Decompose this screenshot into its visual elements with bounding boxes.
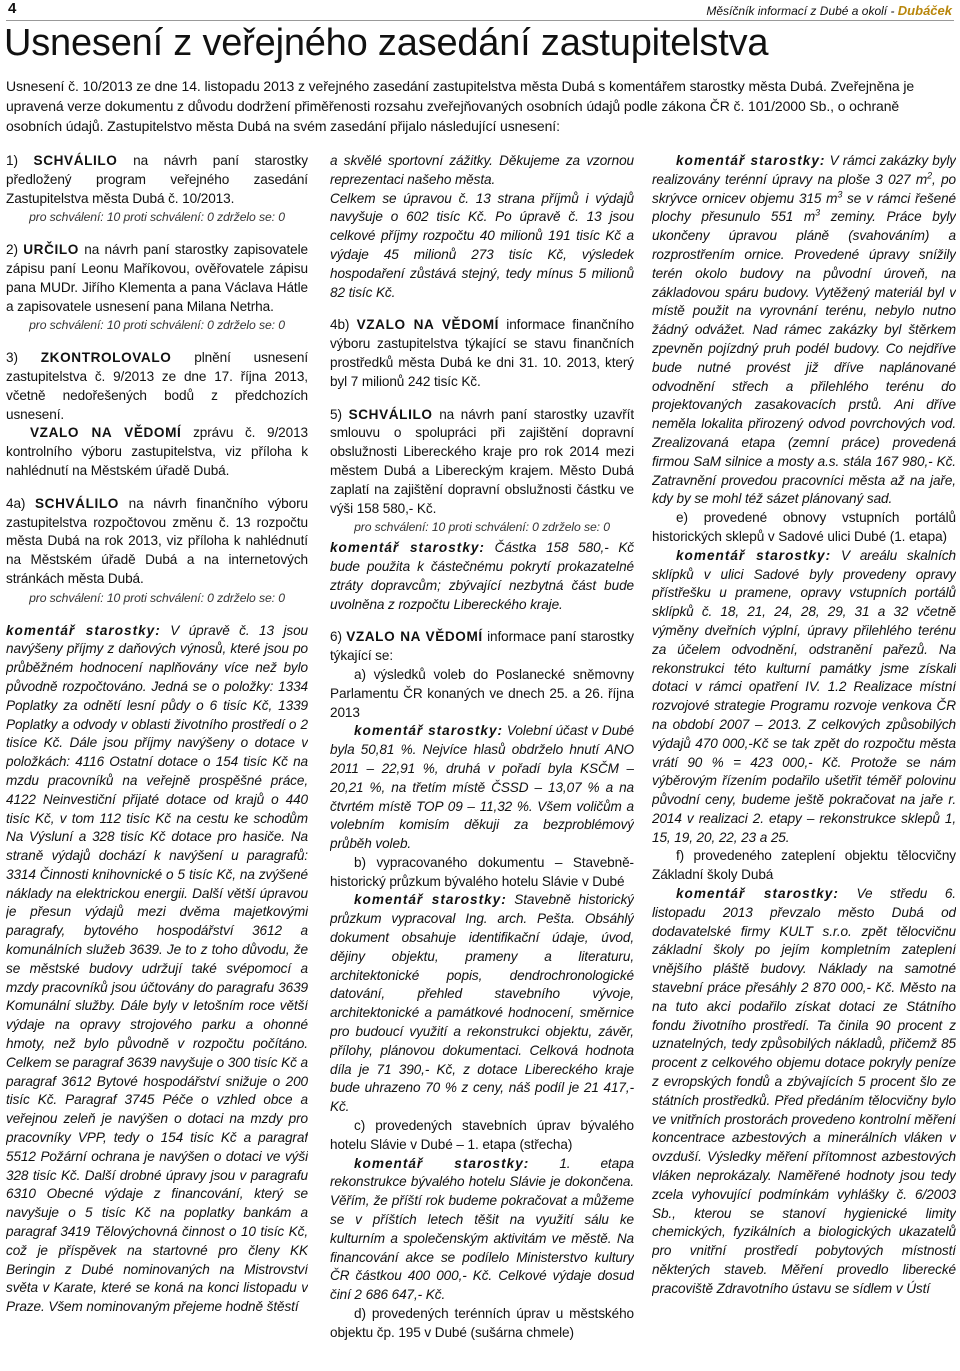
page-header xyxy=(6,0,954,21)
mayor-comment-6e: komentář starostky: V areálu skalních sklípků v ulici Sadové byly provedeny opravy přístřešku u pramene, opravy vstupních portálů sklípků č. 18, 21, 24, 28, 29, 31 a 32 včetně výměny dveřních výplní, úpravy přilehlého terénu za účelem odvodnění, odstranění pařezů. Na rekonstrukci této kulturní památky jsme získali dotaci v rámci opatření IV. 1.2 Realizace místní rozvojové strategie Programu rozvoje venkova ČR na období 2007 – 2013. Z celkových způsobilých výdajů 470 000,-Kč se tak zpět do rozpočtu města vrátí 90 % = 423 000,- Kč. Protože se nám výběrovým řízením podařilo ušetřit téměř polovinu původní ceny, budeme ještě pokračovat na jaře r. 2014 v realizaci 2. etapy – rekonstrukce sklepů 1, 15, 19, 20, 22, 23 a 25. xyxy=(652,547,956,845)
resolution-item-4a: 4a) SCHVÁLILO na návrh finančního výboru zastupitelstva rozpočtovou změnu č. 13 rozpočtu města Dubá na rok 2013, viz příloha k nahlédnutí na Městském úřadě Dubá a na internetových stránkách města Dubá. xyxy=(6,495,308,586)
article-title: Usnesení z veřejného zasedání zastupitelstva xyxy=(4,22,769,64)
resolution-item-3: 3) ZKONTROLOVALO plnění usnesení zastupitelstva č. 9/2013 ze dne 17. října 2013, včetně nedořešených bodů z předchozích usnesení. xyxy=(6,350,308,422)
column-2 xyxy=(330,152,634,1367)
resolution-item-4b: 4b) VZALO NA VĚDOMÍ informace finančního výboru zastupitelstva týkající se stavu finančních prostředků města Dubá ke dni 31. 10. 2013, který byl 7 milionů 242 tisíc Kč. xyxy=(330,317,634,389)
article-intro: Usnesení č. 10/2013 ze dne 14. listopadu 2013 z veřejného zasedání zastupitelstva města Dubá s komentářem starostky města Dubá. Zveřejněna je upravená verze dokumentu z důvodu dodržení přiměřenosti rozsahu zveřejňovaných osobních údajů podle zákona ČR č. 101/2000 Sb., o ochraně osobních údajů. Zastupitelstvo města Dubá na svém zasedání přijalo následující usnesení: xyxy=(6,78,915,134)
item-6d: d) provedených terénních úprav u městského objektu čp. 195 v Dubé (sušárna chmele) xyxy=(330,1306,634,1340)
mayor-comment-6a: komentář starostky: Volební účast v Dubé byla 50,81 %. Nejvíce hlasů obdrželo hnutí ANO 2011 – 22,91 %, druhá v pořadí byla KSČM – 20,21 %, na třetím místě ČSSD – 13,07 % a na čtvrtém místě TOP 09 – 11,32 %. Všem voličům a volebním komisím děkuji za bezproblémový průběh voleb. xyxy=(330,723,634,852)
resolution-item-6: 6) VZALO NA VĚDOMÍ informace paní starostky týkající se: xyxy=(330,629,634,664)
item-6b: b) vypracovaného dokumentu – Stavebně-historický průzkum bývalého hotelu Slávie v Dubé xyxy=(330,854,634,889)
resolution-item-5: 5) SCHVÁLILO na návrh paní starostky uzavřít smlouvu o spolupráci při zajištění dopravní obslužnosti Libereckého kraje pro rok 2014 mezi městem Dubá a Libereckým krajem. Město Dubá zaplatí na zajištění dopravní obslužnosti částku ve výši 158 580,- Kč. xyxy=(330,406,634,516)
column-3 xyxy=(652,152,956,1367)
journal-subtitle: Měsíčník informací z Dubé a okolí - xyxy=(706,4,898,18)
journal-brand: Dubáček xyxy=(897,3,952,18)
mayor-comment-6d: komentář starostky: V rámci zakázky byly realizovány terénní úpravy na ploše 3 027 $m^2$, po skrývce ornicev objemu 315 $m^3$ se v rámci řešené plochy přesunulo 551 $m^3$ zeminy. Práce byly ukončeny úpravou pláně (svahováním) a rozprostřením ornice. Provedené úpravy snížily terén okolo budovy na původní úroveň, na základovou spáru budovy. Vytěžený materiál byl v místě použit na vyrovnání terénu, nebylo nutno žádný odvážet. Nad rámec zakázky byl štěrkem zpevněn pojízdný pruh podél budovy. Co nejdříve bude nutné provést již dříve naplánované odvodnění střech a přilehlého terénu do projektovaných zasakovacích prstů. Ani dříve neměla lokalita přirozený odvod povrchových vod. Zrealizovaná etapa (zemní práce) provedená firmou SaM silnice a mosty a.s. stála 167 980,- Kč. Zatravnění provedou pracovníci města až na jaře, kdy by se mohl též sázet plánovaný sad. xyxy=(652,153,956,507)
mayor-comment-4a-cont: a skvělé sportovní zážitky. Děkujeme za vzornou reprezentaci našeho města. xyxy=(330,153,634,187)
mayor-comment-5: komentář starostky: Částka 158 580,- Kč bude použita k částečnému pokrytí prokazatelné ztráty dopravcům; zbývající nezbytná část bude uvolněna z rozpočtu Libereckého kraje. xyxy=(330,540,634,612)
vote-result: pro schválení: 10 proti schválení: 0 zdrželo se: 0 xyxy=(29,590,285,605)
item-6f: f) provedeného zateplení objektu tělocvičny Základní školy Dubá xyxy=(652,848,956,883)
column-1 xyxy=(6,152,308,1367)
journal-name xyxy=(706,3,952,18)
mayor-comment-6f: komentář starostky: Ve středu 6. listopadu 2013 převzalo město Dubá od dodavatelské firmy KULT s.r.o. zpět tělocvičnu základní školy po jejím kompletním zateplení vnějšího pláště budovy. Náklady na samotné stavební práce přesáhly 2 870 000,- Kč. Město na na tuto akci podařilo získat dotaci ze Státního fondu životního prostředí. Ta činila 90 procent z uznatelných, tedy způsobilých nákladů, přičemž 85 procent z celkového objemu dotace pokryly peníze z evropských fondů a zbývajících 5 procent šlo ze státních prostředků. Před předáním tělocvičny bylo ve vnitřních prostorách provedeno kontrolní měření koncentrace azbestových a minerálních vláken v ovzduší. Výsledky měření přítomnost azbestových vláken neprokázaly. Naměřené hodnoty jsou tedy zcela vyhovující podmínkám vyhlášky č. 6/2003 Sb., kterou se stanoví hygienické limity chemických, fyzikálních a biologických ukazatelů pro vnitřní prostředí pobytových místností některých staveb. Měření provedlo liberecké pracoviště Zdravotního ústavu se sídlem v Ústí xyxy=(652,886,956,1296)
item-6a: a) výsledků voleb do Poslanecké sněmovny Parlamentu ČR konaných ve dnech 25. a 26. října 2013 xyxy=(330,666,634,720)
mayor-comment-6c: komentář starostky: 1. etapa rekonstrukce bývalého hotelu Slávie je dokončena. Věřím, že příští rok budeme pokračovat a můžeme se v příštích letech těšit na využití sálu ke kulturním a společenským aktivitám ve městě. Na financování akce se podílelo Ministerstvo kultury ČR částkou 400 000,- Kč. Celkové výdaje dosud činí 2 686 647,- Kč. xyxy=(330,1155,634,1303)
resolution-item-3-note: VZALO NA VĚDOMÍ zprávu č. 9/2013 kontrolního výboru zastupitelstva, viz příloha k nahlédnutí na Městském úřadě Dubá. xyxy=(6,425,308,478)
resolution-item-2: 2) URČILO na návrh paní starostky zapisovatele zápisu paní Leonu Maříkovou, ověřovatele zápisu pana MUDr. Jiřího Klementa a pana Václava Hátle a zapisovatele usnesení pana Milana Netrha. xyxy=(6,242,308,314)
mayor-comment-4a-summary: Celkem se úpravou č. 13 strana příjmů i výdajů navyšuje o 602 tisíc Kč. Po úpravě č. 13 jsou celkové příjmy rozpočtu 40 milionů 191 tisíc Kč a výdaje 45 milionů 273 tisíc Kč, výsledek hospodaření zůstává stejný, tedy mínus 5 milionů 82 tisíc Kč. xyxy=(330,190,634,300)
resolution-item-1: 1) SCHVÁLILO na návrh paní starostky předložený program veřejného zasedání Zastupitelstva města Dubá č. 10/2013. xyxy=(6,153,308,206)
mayor-comment-6b: komentář starostky: Stavebně historický průzkum vypracoval Ing. arch. Pešta. Obsáhlý dokument obsahuje identifikační údaje, úvod, dějiny objektu, prameny a literaturu, architektonické popis, dendrochronologické datování, přehled stavebního vývoje, architektonické a památkové hodnocení, směrnice pro budoucí využití a rekonstrukci objektu, závěr, přílohy, plánovou dokumentaci. Celková hodnota díla je 71 390,- Kč, z dotace Libereckého kraje bude uhrazeno 70 % z ceny, náš podíl je 21 417,- Kč. xyxy=(330,892,634,1115)
page-number: 4 xyxy=(8,0,17,17)
item-6e: e) provedené obnovy vstupních portálů historických sklepů v Sadové ulici Dubé (1. etapa) xyxy=(652,510,956,544)
mayor-comment-4a: komentář starostky: V úpravě č. 13 jsou navýšeny příjmy z daňových výnosů, které jsou po průběžném hodnocení naplňovány více než bylo původně rozpočtováno. Jedná se o položky: 1334 Poplatky za odnětí lesní půdy o 6 tisíc Kč, 1339 Poplatky a odvody v oblasti životního prostředí o 2 tisíce Kč. Dále jsou příjmy navýšeny o dotace v položkách: 4116 Ostatní dotace o 154 tisíc Kč na mzdu pracovníků na veřejně prospěšné práce, 4122 Neinvestiční přijaté dotace od krajů o 440 tisíc Kč, v tom 112 tisíc Kč na cestu ke schodům Na Výsluní a 328 tisíc Kč dotace pro hasiče. Na straně výdajů dochází k navýšení u paragrafů: 3314 Činnosti knihovnické o 5 tisíc Kč, na zvýšené náklady na elektrickou energii. Další větší úpravou je přesun výdajů mezi dvěma majetkovými paragrafy, bytového hospodářství 3612 a komunálních služeb 3639. Je to z toho důvodu, že se městské budovy udržují také svépomocí a mzdy pracovníků jsou účtovány do paragrafu 3639 Komunální služby. Dále byly v letošním roce větší výdaje na opravy strojového parku a ohonné hmoty, než bylo původně v rozpočtu počítáno. Celkem se paragraf 3639 navyšuje o 300 tisíc Kč a paragraf 3612 Bytové hospodářství snižuje o 200 tisíc Kč. Paragraf 3745 Péče o vzhled obce a veřejnou zeleň je navýšen o dotaci na mzdy pro pracovníky VPP, tedy o 154 tisíc Kč a paragraf 5512 Požární ochrana je navýšen o dotaci ve výši 328 tisíc Kč. Další drobné úpravy jsou v paragrafu 6310 Obecné výdaje z financování, který se navyšuje o 5 tisíc Kč na poplatky bankám a paragraf 3419 Tělovýchovná činnost o 10 tisíc Kč, což je příspěvek na startovné pro členy KK Beringin z Dubé nominovaných na Mistrovství světa v Karate, které se koná na konci listopadu v Praze. Všem nominovaným přejeme hodně štěstí xyxy=(6,622,308,1315)
item-6c: c) provedených stavebních úprav bývalého hotelu Slávie v Dubé – 1. etapa (střecha) xyxy=(330,1118,634,1152)
vote-result: pro schválení: 10 proti schválení: 0 zdrželo se: 0 xyxy=(29,318,285,333)
vote-result: pro schválení: 10 proti schválení: 0 zdrželo se: 0 xyxy=(354,520,610,535)
vote-result: pro schválení: 10 proti schválení: 0 zdrželo se: 0 xyxy=(29,210,285,225)
